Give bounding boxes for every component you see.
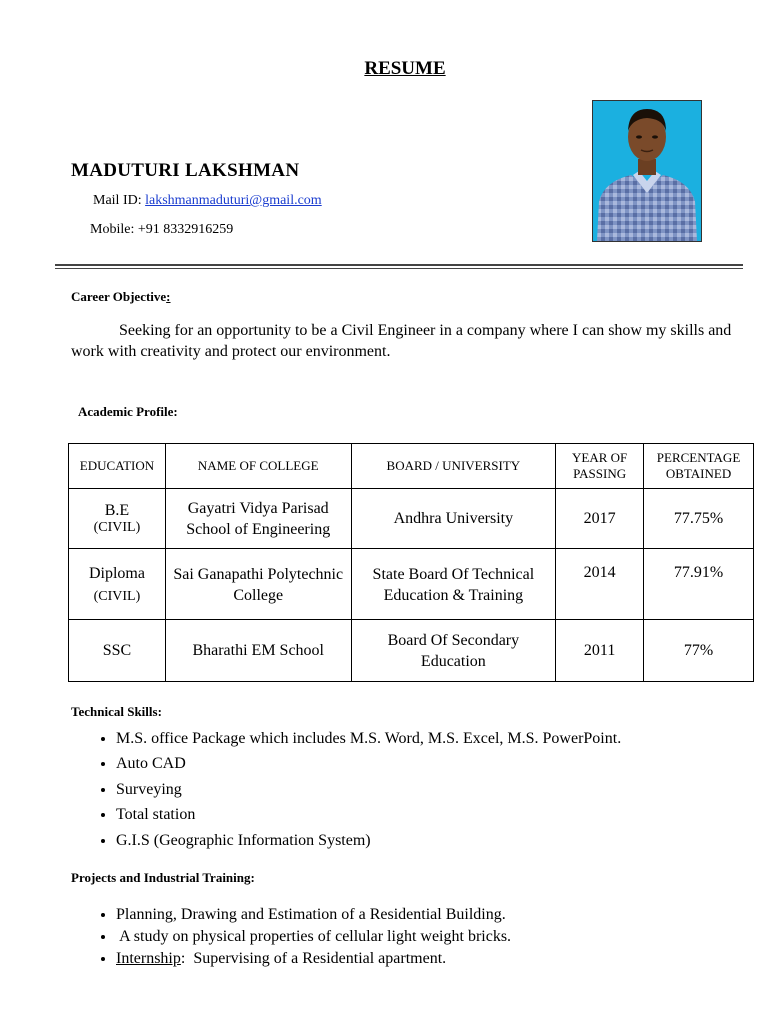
technical-skills-list — [72, 726, 621, 853]
list-item: • Planning, Drawing and Estimation of a Residential Building. — [116, 904, 511, 926]
education-branch: (CIVIL) — [93, 589, 141, 604]
education-name: Diploma — [88, 565, 145, 582]
profile-photo — [592, 100, 702, 242]
table-row — [69, 489, 754, 549]
board-cell: State Board Of Technical Education & Training — [351, 549, 556, 620]
table-row — [69, 620, 754, 682]
projects-list — [72, 904, 511, 970]
projects-heading: Projects and Industrial Training: — [71, 870, 255, 885]
header-year: YEAR OF PASSING — [556, 444, 644, 489]
list-item: • Surveying — [116, 777, 621, 802]
header-board: BOARD / UNIVERSITY — [351, 444, 556, 489]
college-cell: Gayatri Vidya Parisad School of Engineering — [165, 489, 351, 549]
list-item: • A study on physical properties of cellular light weight bricks. — [116, 926, 511, 948]
header-divider — [55, 264, 743, 266]
mobile-number: +91 8332916259 — [137, 222, 234, 237]
list-item: • G.I.S (Geographic Information System) — [116, 828, 621, 853]
mobile-label: Mobile: — [90, 222, 138, 237]
education-cell — [69, 489, 166, 549]
career-objective-heading — [71, 289, 171, 305]
education-name: SSC — [102, 641, 132, 659]
career-objective-colon: : — [166, 289, 171, 304]
header-education: EDUCATION — [69, 444, 166, 489]
list-item — [116, 948, 511, 970]
college-cell: Bharathi EM School — [165, 620, 351, 682]
year-cell: 2014 — [556, 549, 644, 620]
email-link[interactable]: lakshmanmaduturi@gmail.com — [145, 193, 322, 208]
board-cell: Board Of Secondary Education — [351, 620, 556, 682]
percentage-cell: 77.75% — [644, 489, 754, 549]
education-cell — [69, 549, 166, 620]
internship-text: : Supervising of a Residential apartment. — [180, 950, 447, 967]
portrait-image — [593, 101, 701, 241]
academic-table-header — [69, 444, 754, 489]
mobile-line — [90, 222, 233, 238]
percentage-cell: 77.91% — [644, 549, 754, 620]
education-cell — [69, 620, 166, 682]
education-name: B.E — [104, 501, 130, 519]
list-item: • Total station — [116, 802, 621, 827]
career-objective-text — [71, 320, 751, 362]
career-objective-body: Seeking for an opportunity to be a Civil Engineer in a company where I can show my skills and work with creativity and protect our environment. — [71, 322, 732, 360]
candidate-name: MADUTURI LAKSHMAN — [71, 160, 300, 181]
college-cell: Sai Ganapathi Polytechnic College — [165, 549, 351, 620]
mail-label: Mail ID: — [93, 193, 146, 208]
list-item: • M.S. office Package which includes M.S. Word, M.S. Excel, M.S. PowerPoint. — [116, 726, 621, 751]
header-divider-thin — [55, 268, 743, 269]
resume-title: RESUME — [364, 58, 446, 79]
table-row — [69, 549, 754, 620]
internship-label: Internship — [116, 950, 181, 967]
list-item: • Auto CAD — [116, 751, 621, 776]
academic-table — [68, 443, 754, 682]
mail-line — [93, 193, 322, 209]
board-cell: Andhra University — [351, 489, 556, 549]
academic-profile-heading: Academic Profile: — [78, 404, 178, 419]
education-branch: (CIVIL) — [93, 519, 141, 535]
percentage-cell: 77% — [644, 620, 754, 682]
header-percentage: PERCENTAGE OBTAINED — [644, 444, 754, 489]
year-cell: 2017 — [556, 489, 644, 549]
header-college: NAME OF COLLEGE — [165, 444, 351, 489]
career-objective-label: Career Objective — [71, 289, 167, 304]
technical-skills-heading: Technical Skills: — [71, 704, 162, 719]
year-cell: 2011 — [556, 620, 644, 682]
